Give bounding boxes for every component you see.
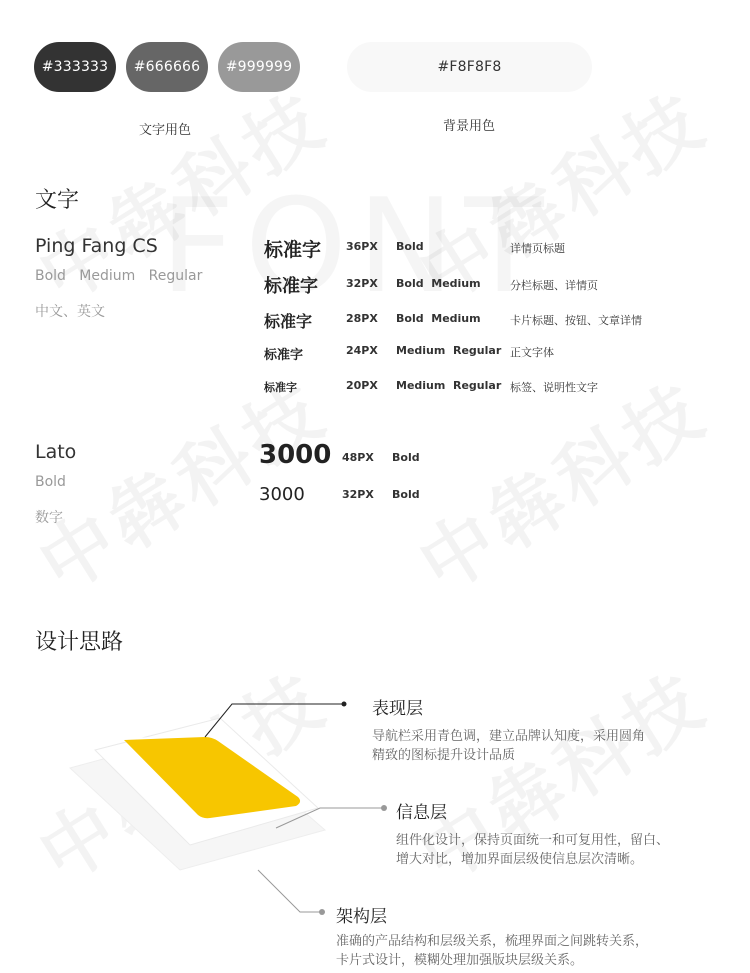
swatch-label: #999999 [225, 59, 293, 75]
layer-desc-architecture [336, 932, 648, 970]
number-size: 32PX [342, 488, 374, 501]
type-weight: Medium Regular [396, 379, 502, 392]
type-row-20 [0, 378, 750, 396]
type-size: 32PX [346, 277, 378, 290]
type-size: 20PX [346, 379, 378, 392]
callout-dot-architecture [319, 909, 325, 915]
lato-font-name: Lato [35, 441, 77, 463]
lato-weights: Bold [35, 474, 66, 490]
number-row-32 [0, 484, 750, 508]
swatch-999999 [218, 42, 300, 92]
pingfang-weights: Bold Medium Regular [35, 268, 203, 284]
typography-heading: 文字 [35, 188, 80, 213]
number-size: 48PX [342, 451, 374, 464]
layer-title-information: 信息层 [396, 803, 447, 823]
type-usage: 详情页标题 [510, 242, 565, 255]
type-usage: 卡片标题、按钮、文章详情 [510, 314, 642, 327]
type-size: 24PX [346, 344, 378, 357]
swatch-333333 [34, 42, 116, 92]
desc-line: 增大对比，增加界面层级使信息层次清晰。 [396, 852, 644, 867]
layer-title-presentation: 表现层 [372, 699, 423, 719]
layer-desc-information [396, 831, 669, 869]
type-sample: 标准字 [264, 348, 304, 363]
number-sample: 3000 [259, 484, 305, 505]
lato-usage: 数字 [35, 510, 63, 526]
background-color-caption: 背景用色 [443, 119, 496, 134]
callout-line-architecture [258, 870, 322, 912]
pingfang-font-name: Ping Fang CS [35, 235, 158, 257]
swatch-label: #666666 [133, 59, 201, 75]
swatch-666666 [126, 42, 208, 92]
pingfang-usage: 中文、英文 [35, 304, 105, 320]
type-sample: 标准字 [264, 276, 318, 297]
type-sample: 标准字 [264, 312, 313, 331]
text-color-caption: 文字用色 [139, 123, 192, 138]
type-weight: Bold Medium [396, 277, 481, 290]
desc-line: 卡片式设计，模糊处理加强版块层级关系。 [336, 953, 584, 968]
number-weight: Bold [392, 488, 420, 501]
layer-diagram [0, 680, 750, 973]
type-sample: 标准字 [264, 381, 297, 394]
desc-line: 准确的产品结构和层级关系，梳理界面之间跳转关系， [336, 934, 649, 949]
type-size: 28PX [346, 312, 378, 325]
type-row-24 [0, 343, 750, 363]
layer-desc-presentation [372, 727, 645, 765]
type-usage: 标签、说明性文字 [510, 381, 598, 394]
desc-line: 组件化设计，保持页面统一和可复用性，留白、 [396, 833, 670, 848]
number-sample: 3000 [259, 440, 332, 470]
type-usage: 分栏标题、详情页 [510, 279, 598, 292]
swatch-label: #333333 [41, 59, 109, 75]
type-weight: Bold Medium [396, 312, 481, 325]
swatch-label: #F8F8F8 [437, 59, 502, 75]
type-usage: 正文字体 [510, 346, 554, 359]
design-heading: 设计思路 [35, 630, 124, 655]
type-row-36 [0, 235, 750, 259]
number-weight: Bold [392, 451, 420, 464]
type-weight: Bold [396, 240, 424, 253]
callout-dot-presentation [342, 702, 347, 707]
number-row-48 [0, 440, 750, 472]
type-weight: Medium Regular [396, 344, 502, 357]
type-size: 36PX [346, 240, 378, 253]
callout-dot-information [381, 805, 387, 811]
desc-line: 精致的图标提升设计品质 [372, 748, 516, 763]
type-row-32 [0, 272, 750, 296]
layer-title-architecture: 架构层 [336, 907, 387, 927]
swatch-f8f8f8 [347, 42, 592, 92]
desc-line: 导航栏采用青色调，建立品牌认知度，采用圆角 [372, 729, 646, 744]
type-row-28 [0, 309, 750, 331]
type-sample: 标准字 [264, 239, 322, 261]
